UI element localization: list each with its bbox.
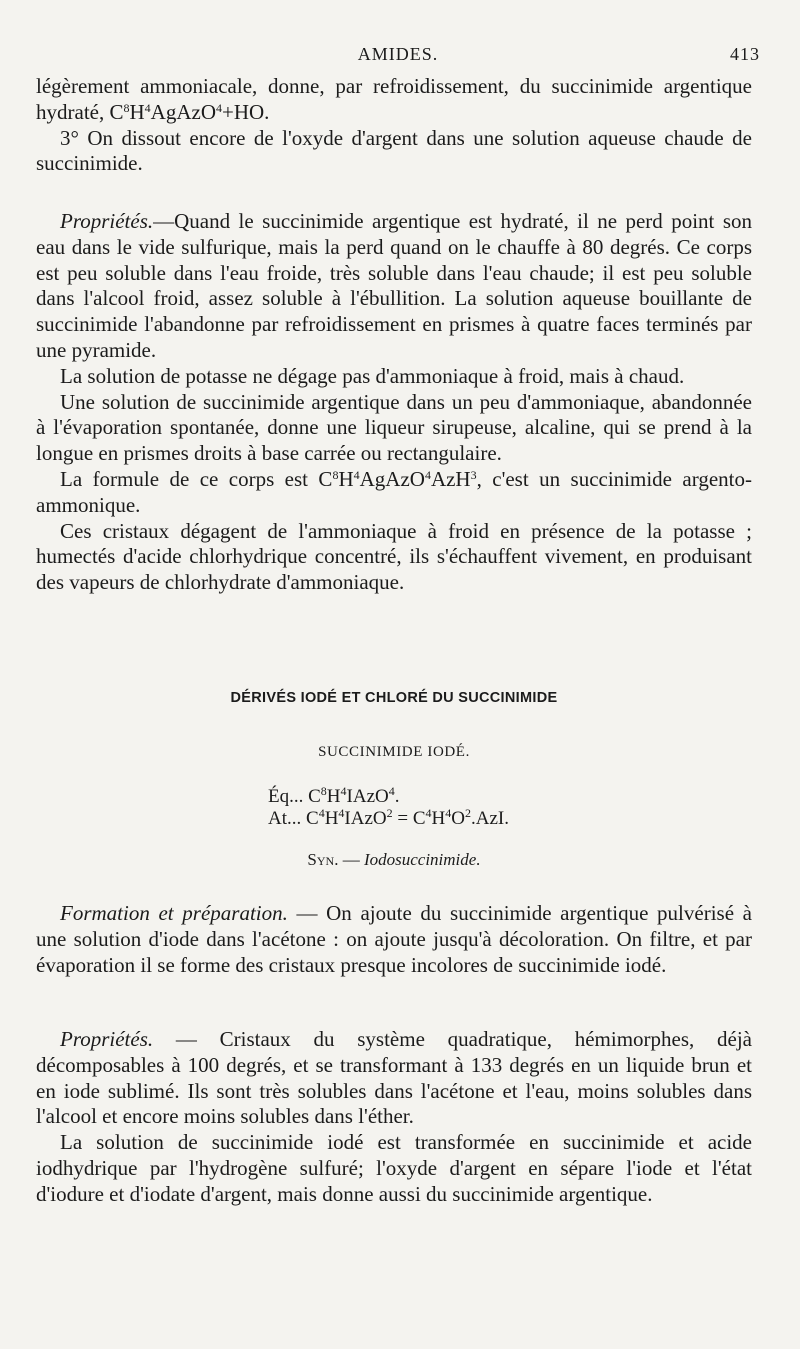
section-title: DÉRIVÉS IODÉ ET CHLORÉ DU SUCCINIMIDE [230,690,558,706]
paragraph-crystals: Ces cristaux dégagent de l'ammoniaque à froid en présence de la potasse ; humectés d'acide chlorhydrique concentré, ils s'échauffent vivement, en produisant des vapeurs de chlorhydrate d'ammoniaque. [36,518,752,595]
page-number: 413 [730,44,760,64]
page-header [36,44,760,70]
text-block-properties [36,209,752,596]
paragraph-solution: Une solution de succinimide argentique dans un peu d'ammoniaque, abandonnée à l'évaporation spontanée, donne une liqueur sirupeuse, alcaline, qui se prend à la longue en prismes droits à base carrée ou rectangulaire. [36,389,752,466]
paragraph-method-3: 3° On dissout encore de l'oxyde d'argent dans une solution aqueuse chaude de succinimide. [36,125,752,176]
synonym-line: Syn. — Iodosuccinimide. [307,850,481,869]
running-title: AMIDES. [357,44,439,64]
paragraph-iodide: La solution de succinimide iodé est transformée en succinimide et acide iodhydrique par l'hydrogène sulfuré; l'oxyde d'argent en sépare l'iode et l'état d'iodure et d'iodate d'argent, mais donne aussi du succinimide argentique. [36,1130,752,1206]
atomic-formula: At... $C^4H^4IAzO^2 = C^4H^4O^2.AzI$. [268,806,509,829]
paragraph-formation: Formation et préparation. — On ajoute du succinimide argentique pulvérisé à une solution d'iode dans l'acétone : on ajoute jusqu'à décoloration. On filtre, et par évaporation il se forme des cristaux presque incolores de succinimide iodé. [36,901,752,977]
subsection-title: SUCCINIMIDE IODÉ. [318,744,470,760]
paragraph-formula: La formule de ce corps est $C^8H^4AgAzO^4AzH^3$, c'est un succinimide argento-ammonique. [36,466,753,517]
text-block-properties-2 [36,1027,752,1208]
paragraph-continuation: légèrement ammoniacale, donne, par refroidissement, du succinimide argentique hydraté, $C^8H^4AgAzO^4+HO$. [36,74,752,124]
text-block-formation [36,901,752,978]
paragraph-properties-2: Propriétés. — Cristaux du système quadratique, hémimorphes, déjà décomposables à 100 degrés, et se transformant à 133 degrés en un liquide brun et en iode sublimé. Ils sont très solubles dans l'acétone et l'eau, moins solubles dans l'alcool et encore moins solubles dans l'éther. [36,1027,752,1129]
equivalent-formula: Éq... $C^8H^4IAzO^4$. [268,784,400,807]
paragraph-properties: Propriétés.—Quand le succinimide argentique est hydraté, il ne perd point son eau dans le vide sulfurique, mais la perd quand on le chauffe à 80 degrés. Ce corps est peu soluble dans l'eau froide, très soluble dans l'eau chaude; il est peu soluble dans l'alcool froid, assez soluble à l'ébullition. La solution aqueuse bouillante de succinimide l'abandonne par refroidissement en prismes à quatre faces terminés par une pyramide. [36,209,752,362]
properties-label-2: Propriétés. [60,1027,154,1051]
paragraph-potash: La solution de potasse ne dégage pas d'ammoniaque à froid, mais à chaud. [60,363,685,388]
formation-label: Formation et préparation. [60,901,288,925]
properties-label: Propriétés. [60,209,154,233]
text-block-top [36,74,752,177]
